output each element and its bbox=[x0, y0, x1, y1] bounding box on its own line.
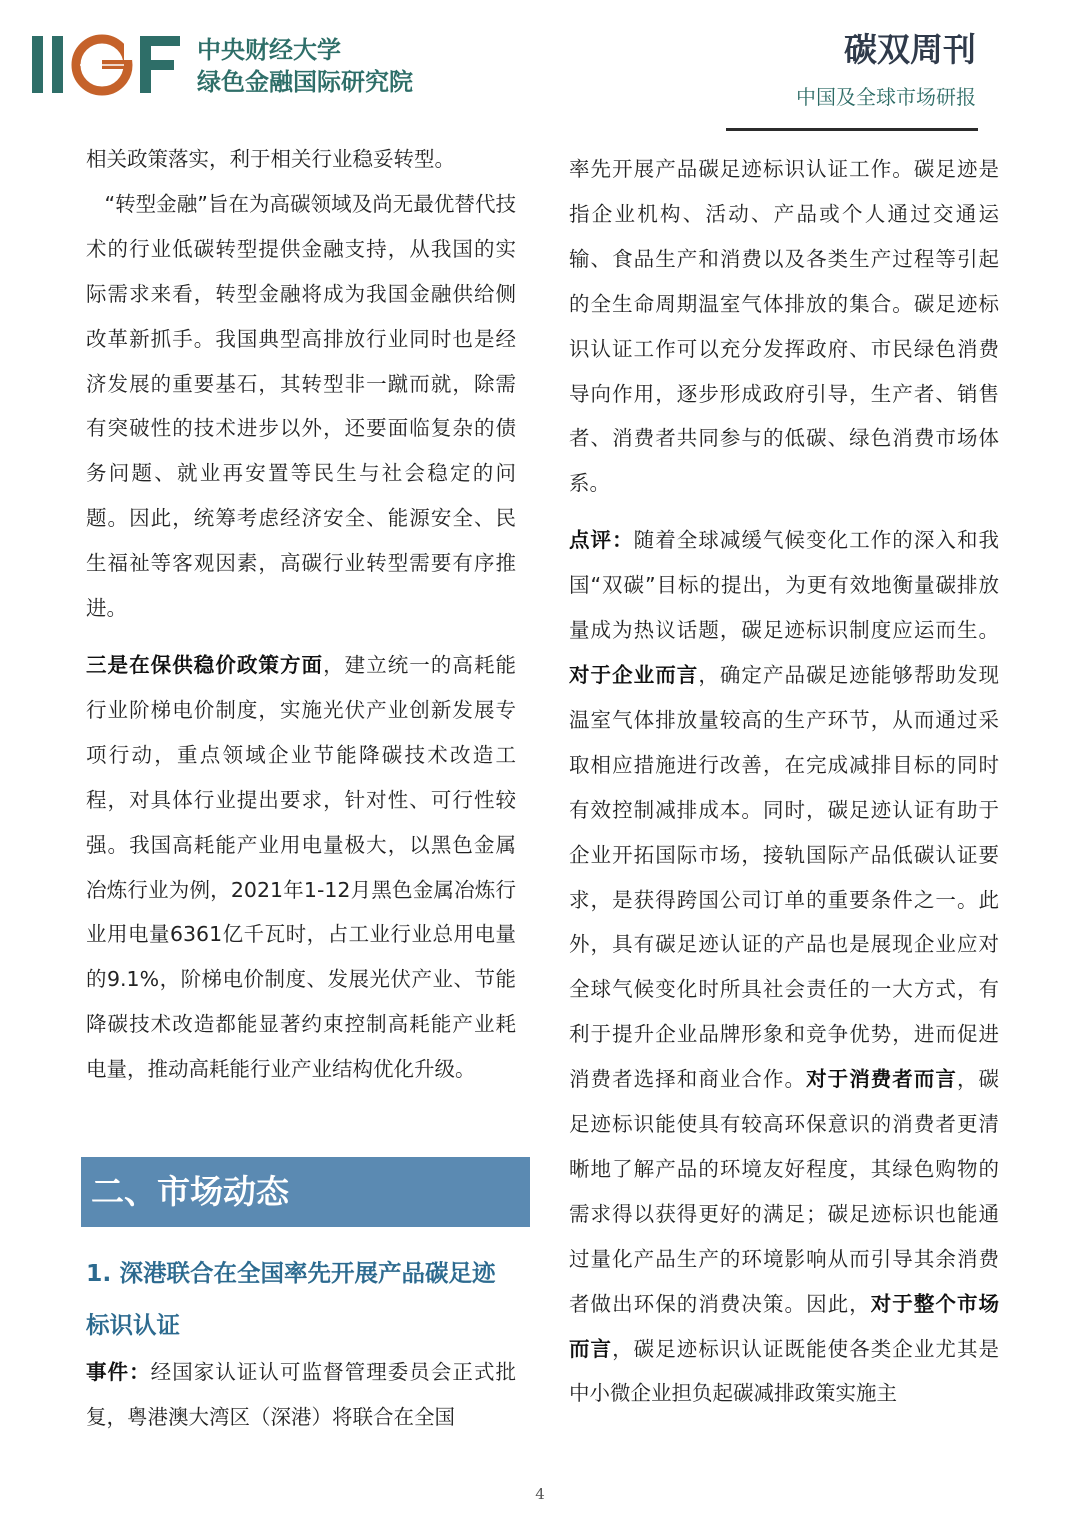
paragraph: 点评：随着全球减缓气候变化工作的深入和我国“双碳”目标的提出，为更有效地衡量碳排放量成为热议话题，碳足迹标识制度应运而生。对于企业而言，确定产品碳足迹能够帮助发现温室气体排放量较高的生产环节，从而通过采取相应措施进行改善，在完成减排目标的同时有效控制减排成本。同时，碳足迹认证有助于企业开拓国际市场，接轨国际产品低碳认证要求，是获得跨国公司订单的重要条件之一。此外，具有碳足迹认证的产品也是展现企业应对全球气候变化时所具社会责任的一大方式，有利于提升企业品牌形象和竞争优势，进而促进消费者选择和商业合作。对于消费者而言，碳足迹标识能使具有较高环保意识的消费者更清晰地了解产品的环境友好程度，其绿色购物的需求得以获得更好的满足；碳足迹标识也能通过量化产品生产的环境影响从而引导其余消费者做出环保的消费决策。因此，对于整个市场而言，碳足迹标识认证既能使各类企业尤其是中小微企业担负起碳减排政策实施主 bbox=[569, 528, 1000, 1406]
event-label: 事件： bbox=[86, 1360, 151, 1384]
subsection-heading: 1. 深港联合在全国率先开展产品碳足迹标识认证 bbox=[86, 1259, 496, 1339]
page-header bbox=[0, 0, 1080, 135]
publication-title: 碳双周刊 bbox=[844, 30, 976, 69]
paragraph: 率先开展产品碳足迹标识认证工作。碳足迹是指企业机构、活动、产品或个人通过交通运输、食品生产和消费以及各类生产过程等引起的全生命周期温室气体排放的集合。碳足迹标识认证工作可以充分发挥政府、市民绿色消费导向作用，逐步形成政府引导，生产者、销售者、消费者共同参与的低碳、绿色消费市场体系。 bbox=[569, 157, 999, 496]
left-column bbox=[86, 137, 516, 1092]
paragraph: 相关政策落实，利于相关行业稳妥转型。 bbox=[86, 147, 455, 171]
paragraph: 事件：经国家认证认可监督管理委员会正式批复，粤港澳大湾区（深港）将联合在全国 bbox=[86, 1360, 517, 1429]
institute-name bbox=[197, 34, 413, 98]
publication-subtitle: 中国及全球市场研报 bbox=[796, 85, 976, 109]
bold-phrase: 对于消费者而言 bbox=[806, 1067, 957, 1092]
paragraph: 三是在保供稳价政策方面，建立统一的高耗能行业阶梯电价制度，实施光伏产业创新发展专项行动，重点领域企业节能降碳技术改造工程，对具体行业提出要求，针对性、可行性较强。我国高耗能产业用电量极大，以黑色金属冶炼行业为例，2021年1-12月黑色金属冶炼行业用电量6361亿千瓦时，占工业行业总用电量的9.1%，阶梯电价制度、发展光伏产业、节能降碳技术改造都能显著约束控制高耗能产业耗电量，推动高耗能行业产业结构优化升级。 bbox=[86, 652, 517, 1082]
publication-info bbox=[796, 28, 976, 112]
iigf-logo bbox=[32, 34, 182, 96]
right-column bbox=[569, 147, 999, 1416]
section-heading: 二、市场动态 bbox=[81, 1157, 530, 1227]
header-divider bbox=[726, 128, 978, 131]
page-number: 4 bbox=[535, 1485, 545, 1503]
bold-phrase: 对于整个市场而言 bbox=[569, 1291, 1000, 1361]
institute-line-2: 绿色金融国际研究院 bbox=[197, 68, 413, 96]
bold-lead: 三是在保供稳价政策方面 bbox=[86, 652, 324, 677]
paragraph: “转型金融”旨在为高碳领域及尚无最优替代技术的行业低碳转型提供金融支持，从我国的实际需求来看，转型金融将成为我国金融供给侧改革新抓手。我国典型高排放行业同时也是经济发展的重要基石，其转型非一蹴而就，除需有突破性的技术进步以外，还要面临复杂的债务问题、就业再安置等民生与社会稳定的问题。因此，统筹考虑经济安全、能源安全、民生福祉等客观因素，高碳行业转型需要有序推进。 bbox=[86, 191, 516, 621]
institute-line-1: 中央财经大学 bbox=[197, 36, 341, 64]
bold-phrase: 对于企业而言 bbox=[569, 662, 699, 687]
event-block bbox=[86, 1350, 516, 1440]
review-label: 点评： bbox=[569, 528, 634, 553]
